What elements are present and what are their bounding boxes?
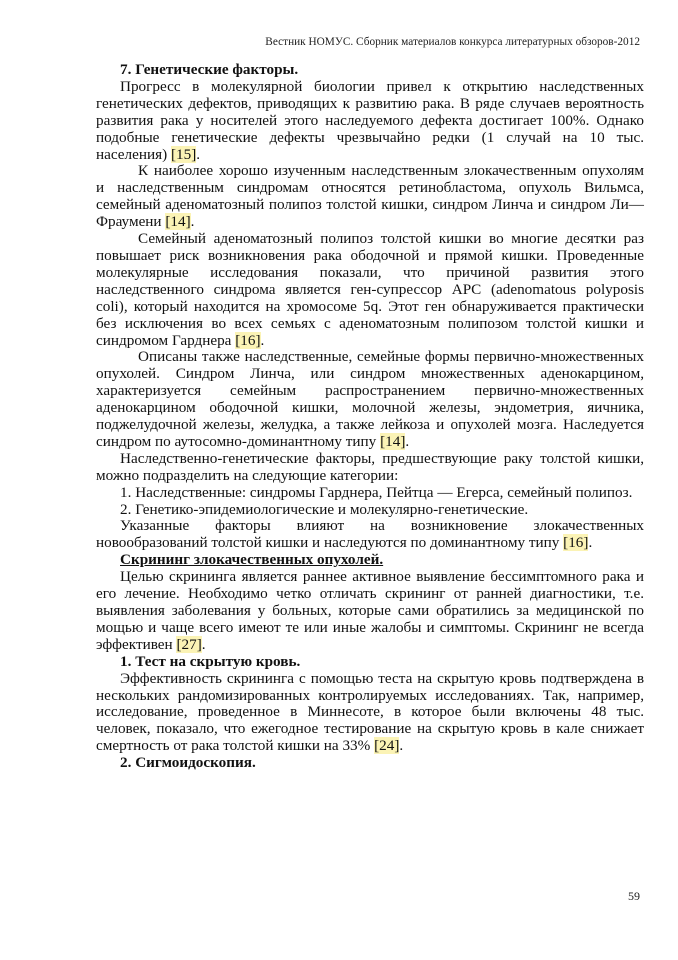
paragraph: Эффективность скрининга с помощью теста на скрытую кровь подтверждена в нескольких рандомизированных контролируемых исследованиях. Так, например, исследование, проведенное в Миннесоте, в которое были включены 48 тыс. человек, показало, что ежегодное тестирование на скрытую кровь в кале снижает смертность от рака толстой кишки на 33% [24]. — [96, 669, 644, 755]
subsection-heading-occult-blood-test: 1. Тест на скрытую кровь. — [120, 652, 301, 670]
section-heading-screening: Скрининг злокачественных опухолей. — [120, 551, 384, 569]
paragraph: Прогресс в молекулярной биологии привел к открытию наследственных генетических дефектов, приводящих к развитию рака. В ряде случаев вероятность развития рака у носителей этого наследуемого дефекта достигает 100%. Однако подобные генетические дефекты чрезвычайно редки (1 случай на 10 тыс. населения) [15]. — [96, 77, 644, 163]
paragraph: Наследственно-генетические факторы, предшествующие раку толстой кишки, можно подразделить на следующие категории: — [96, 449, 644, 484]
list-item: 1. Наследственные: синдромы Гарднера, Пейтца — Егерса, семейный полипоз. — [120, 483, 633, 501]
citation-ref[interactable]: [15] — [170, 145, 197, 163]
subsection-heading-sigmoidoscopy: 2. Сигмоидоскопия. — [120, 754, 256, 772]
citation-ref[interactable]: [16] — [563, 534, 589, 552]
paragraph: Указанные факторы влияют на возникновение злокачественных новообразований толстой кишки и наследуются по доминантному типу [16]. — [96, 517, 644, 552]
paragraph: К наиболее хорошо изученным наследственным злокачественным опухолям и наследственным синдромам относятся ретинобластома, опухоль Вильмса, семейный аденоматозный полипоз толстой кишки, синдром Линча и синдром Ли—Фраумени [14]. — [96, 162, 644, 231]
citation-ref[interactable]: [24] — [374, 737, 400, 755]
citation-ref[interactable]: [27] — [176, 635, 202, 653]
section-heading-genetic-factors: 7. Генетические факторы. — [120, 61, 299, 78]
paragraph: Описаны также наследственные, семейные формы первично-множественных опухолей. Синдром Линча, или синдром множественных аденокарцином, характеризуется семейным распространением первично-множественных аденокарцином ободочной кишки, молочной железы, эндометрия, яичника, поджелудочной железы, желудка, а также лейкоза и опухолей мозга. Наследуется синдром по аутосомно-доминантному типу [14]. — [96, 348, 644, 450]
page-number: 59 — [628, 889, 640, 903]
citation-ref[interactable]: [14] — [165, 213, 191, 231]
citation-ref[interactable]: [14] — [380, 432, 406, 450]
list-item: 2. Генетико-эпидемиологические и молекулярно-генетические. — [120, 500, 529, 518]
paragraph: Целью скрининга является раннее активное выявление бессимптомного рака и его лечение. Необходимо четко отличать скрининг от ранней диагностики, т.е. выявления заболевания у больных, которые сами обратились за медицинской по мощью и чаще всего имеют те или иные жалобы и симптомы. Скрининг не всегда эффективен [27]. — [96, 568, 644, 653]
citation-ref[interactable]: [16] — [235, 331, 261, 349]
paragraph: Семейный аденоматозный полипоз толстой кишки во многие десятки раз повышает риск возникновения рака ободочной и прямой кишки. Проведенные молекулярные исследования показали, что причиной развития этого наследственного синдрома является ген-супрессор APC (adenomatous polyposis coli), который находится на хромосоме 5q. Этот ген обнаруживается практически без исключения во всех семьях с аденоматозным полипозом толстой кишки и синдромом Гарднера [16]. — [96, 230, 644, 349]
running-header: Вестник НОМУС. Сборник материалов конкурса литературных обзоров-2012 — [265, 36, 640, 48]
article-body — [96, 62, 644, 772]
